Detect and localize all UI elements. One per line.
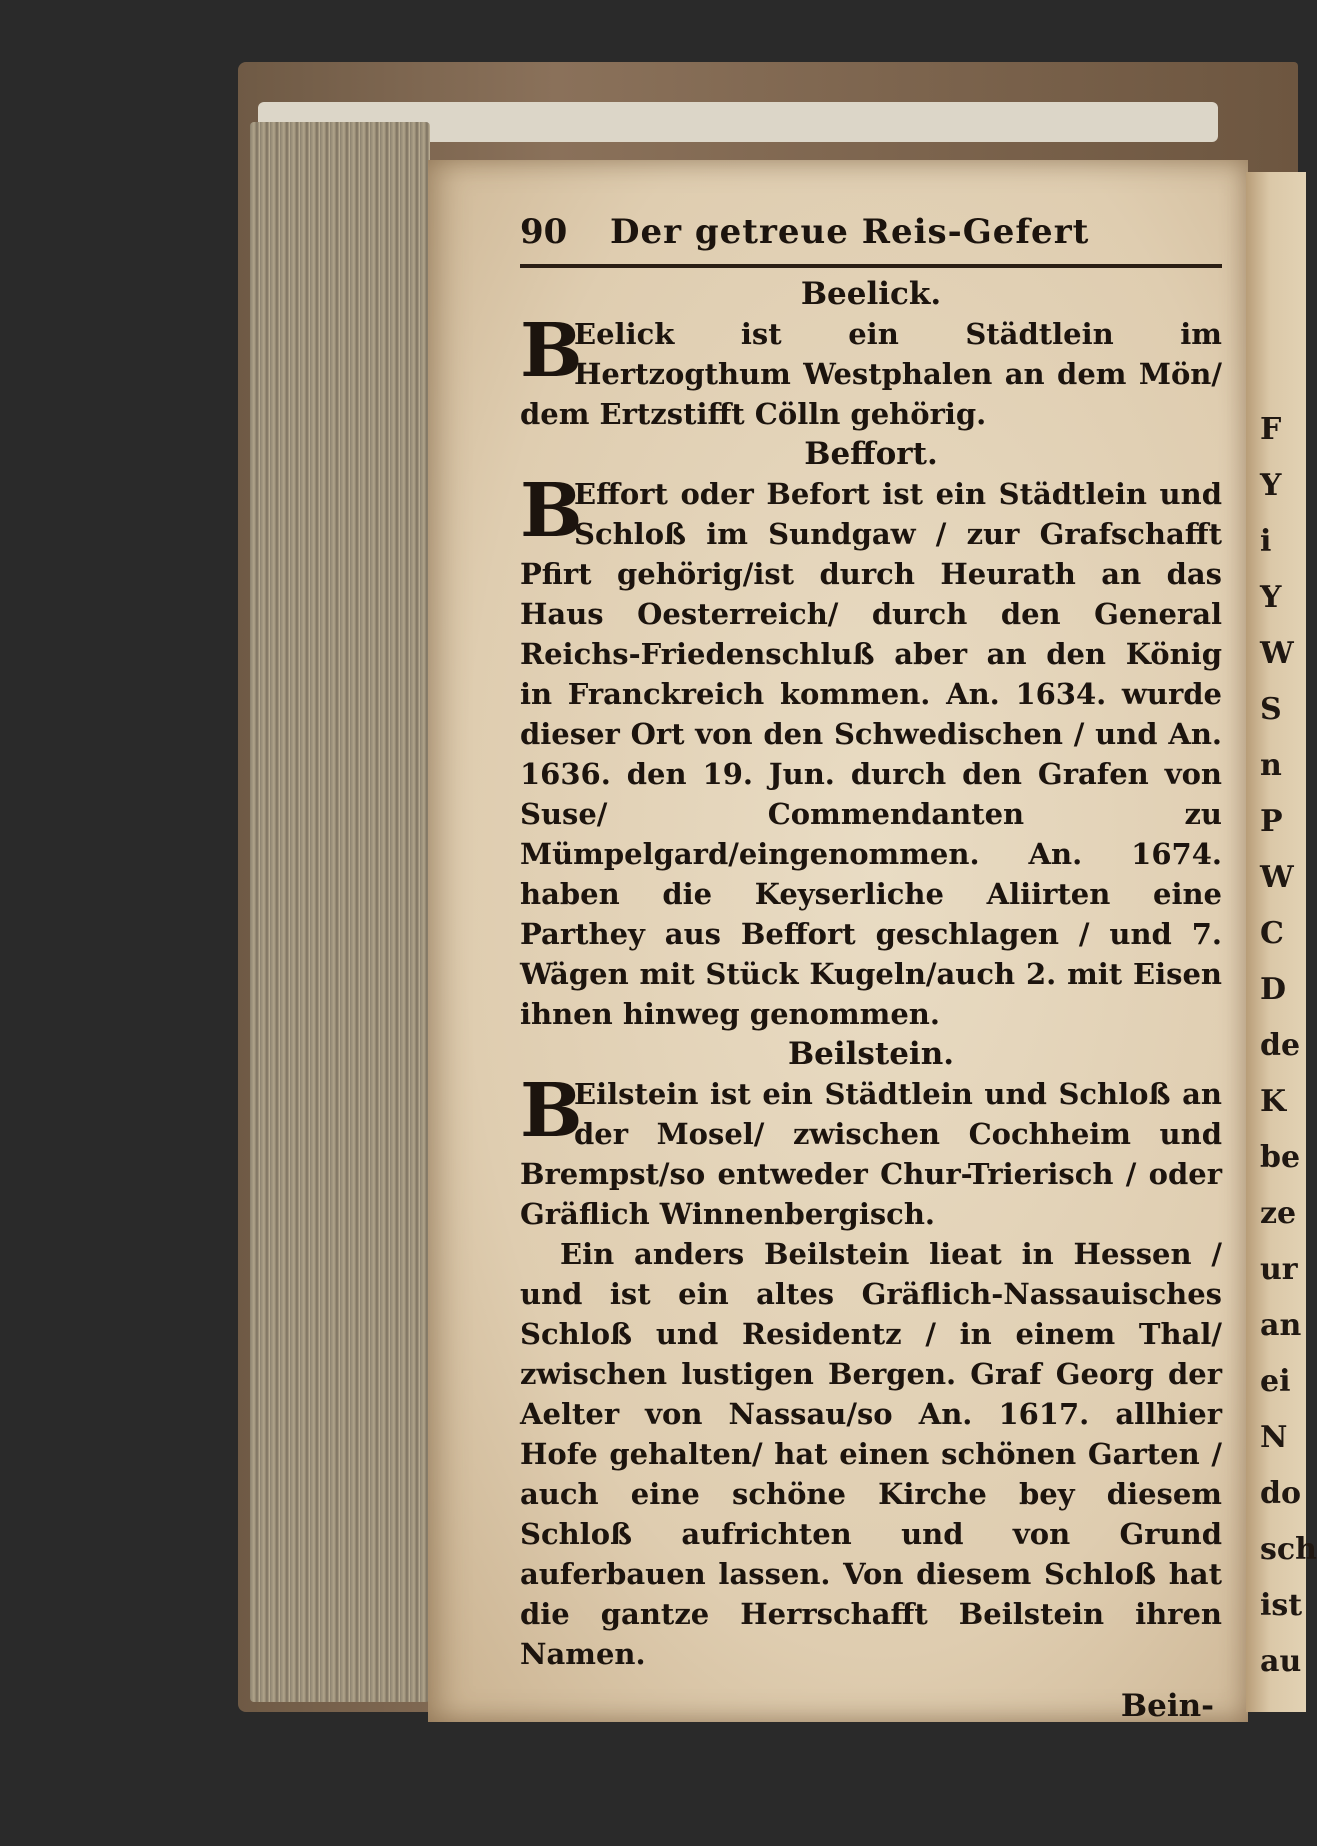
next-page-fragment: P [1260, 804, 1283, 839]
entry-beilstein [520, 1034, 1222, 1674]
drop-capital: B [520, 468, 583, 554]
page-stack-edge [250, 122, 430, 1702]
catchword: Bein- [1120, 1688, 1214, 1724]
entry-beelick [520, 274, 1222, 434]
entry-paragraph: Eilstein ist ein Städtlein und Schloß an der Mosel/ zwischen Cochheim und Brempst/so entweder Chur-Trierisch / oder Gräflich Winnenbergisch. [520, 1077, 1222, 1231]
next-page-fragment: n [1260, 748, 1282, 783]
next-page-fragment: W [1260, 636, 1294, 671]
entry-heading: Beffort. [804, 436, 938, 472]
next-page-fragment: do [1260, 1476, 1301, 1511]
next-page-fragment: de [1260, 1028, 1301, 1063]
page-number: 90 [520, 212, 568, 252]
entry-heading: Beilstein. [787, 1036, 955, 1072]
next-page-fragment: ist [1260, 1588, 1303, 1623]
next-page-fragment: ur [1260, 1252, 1298, 1287]
next-page-fragment: be [1260, 1140, 1301, 1175]
next-page-fragment: D [1260, 972, 1287, 1007]
next-page-fragment: C [1260, 916, 1284, 951]
entry-heading: Beelick. [800, 276, 942, 312]
entry-beffort [520, 434, 1222, 1034]
next-page-fragment: N [1260, 1420, 1288, 1455]
right-page-edge [1246, 172, 1317, 1712]
next-page-fragment: S [1260, 692, 1282, 727]
running-head [520, 212, 1222, 268]
entry-paragraph: Effort oder Befort ist ein Städtlein und Schloß im Sundgaw / zur Grafschafft Pfirt gehörig/ist durch Heurath an das Haus Oesterreich/ durch den General Reichs-Friedenschluß aber an den König in Franckreich kommen. An. 1634. wurde dieser Ort von den Schwedischen / und An. 1636. den 19. Jun. durch den Grafen von Suse/ Commendanten zu Mümpelgard/eingenommen. An. 1674. haben die Keyserliche Aliirten eine Parthey aus Beffort geschlagen / und 7. Wägen mit Stück Kugeln/auch 2. mit Eisen ihnen hinweg genommen. [520, 477, 1222, 1031]
next-page-fragment: Y [1260, 580, 1282, 615]
running-title: Der getreue Reis-Gefert [610, 212, 1090, 252]
next-page-fragment: an [1260, 1308, 1302, 1343]
next-page-fragment: W [1260, 860, 1294, 895]
page-text [520, 212, 1222, 1724]
next-page-fragment: ze [1260, 1196, 1297, 1231]
next-page-fragment: K [1260, 1084, 1287, 1119]
next-page-fragment: F [1260, 412, 1282, 447]
next-page-fragment: Y [1260, 468, 1282, 503]
next-page-fragment: ei [1260, 1364, 1291, 1399]
entry-paragraph: Eelick ist ein Städtlein im Hertzogthum Westphalen an dem Mön/ dem Ertzstifft Cölln gehörig. [520, 317, 1222, 431]
next-page-fragment: sch [1260, 1532, 1317, 1567]
drop-capital: B [520, 1068, 583, 1154]
drop-capital: B [520, 308, 583, 394]
entry-paragraph: Ein anders Beilstein lieat in Hessen / und ist ein altes Gräflich-Nassauisches Schloß und Residentz / in einem Thal/ zwischen lustigen Bergen. Graf Georg der Aelter von Nassau/so An. 1617. allhier Hofe gehalten/ hat einen schönen Garten / auch eine schöne Kirche bey diesem Schloß aufrichten und von Grund auferbauen lassen. Von diesem Schloß hat die gantze Herrschafft Beilstein ihren Namen. [520, 1237, 1222, 1671]
next-page-fragment: au [1260, 1644, 1302, 1679]
next-page-fragment: i [1260, 524, 1272, 559]
